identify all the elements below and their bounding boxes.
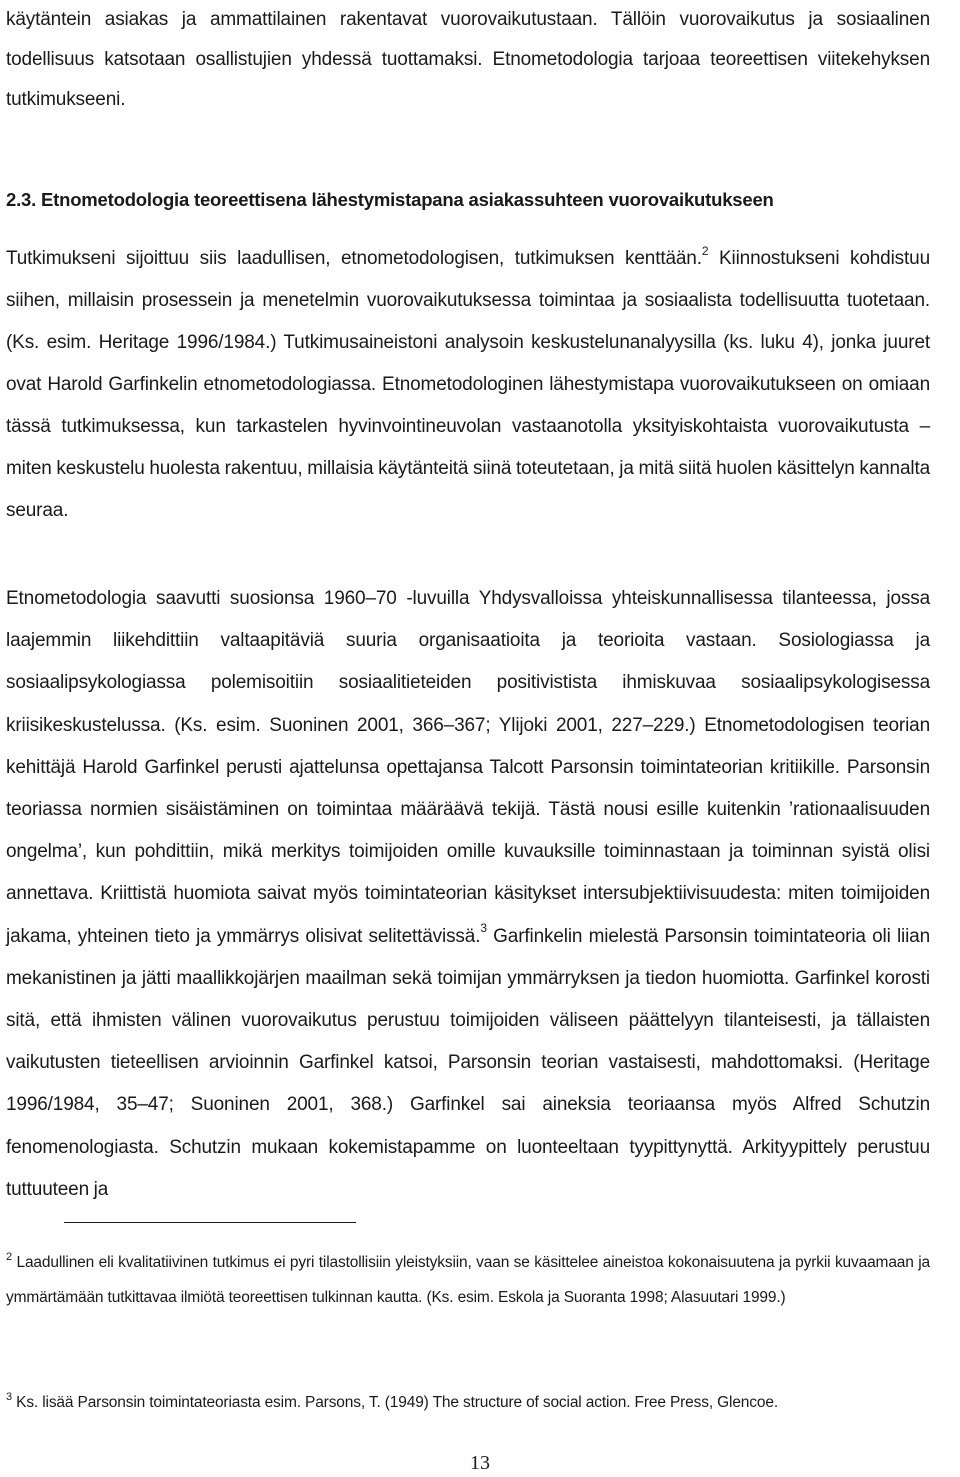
footnote-reference[interactable]: 2 (701, 243, 709, 258)
section-heading: 2.3. Etnometodologia teoreettisena lähestymistapana asiakassuhteen vuorovaikutukseen (6, 189, 774, 210)
body-paragraph-1 (6, 238, 930, 532)
footnote-number: 3 (6, 1390, 12, 1403)
paragraph-text: Garfinkelin mielestä Parsonsin toimintateoria oli liian mekanistinen ja jätti maallikkojärjen maailman sekä toimijan ymmärryksen ja tiedon huomiotta. Garfinkel korosti sitä, että ihmisten välinen vuorovaikutus perustuu toimijoiden väliseen päättelyyn tilanteisesti, ja tällaisten vaikutusten tieteellisen arvioinnin Garfinkel katsoi, Parsonsin teorian vastaisesti, mahdottomaksi. (Heritage 1996/1984, 35–47; Suoninen 2001, 368.) Garfinkel sai aineksia teoriaansa myös Alfred Schutzin fenomenologiasta. Schutzin mukaan kokemistapamme on luonteeltaan tyypittynyttä. Arkityypittely perustuu tuttuuteen ja (6, 925, 930, 1200)
paragraph-text: Tutkimukseni sijoittuu siis laadullisen, etnometodologisen, tutkimuksen kenttään. (6, 248, 702, 269)
footnote-reference[interactable]: 3 (480, 921, 487, 936)
footnote-separator (64, 1222, 356, 1223)
footnote-text: Ks. lisää Parsonsin toimintateoriasta esim. Parsons, T. (1949) The structure of social action. Free Press, Glencoe. (16, 1394, 778, 1411)
footnote-number: 2 (6, 1250, 12, 1263)
footnote-text: Laadullinen eli kvalitatiivinen tutkimus ei pyri tilastollisiin yleistyksiin, vaan se käsittelee aineistoa kokonaisuutena ja pyrkii kuvaamaan ja ymmärtämään tutkittavaa ilmiötä teoreettisen tulkinnan kautta. (Ks. esim. Eskola ja Suoranta 1998; Alasuutari 1999.) (6, 1254, 930, 1306)
intro-paragraph: käytäntein asiakas ja ammattilainen rakentavat vuorovaikutustaan. Tällöin vuorovaikutus ja sosiaalinen todellisuus katsotaan osallistujien yhdessä tuottamaksi. Etnometodologia tarjoaa teoreettisen viitekehyksen tutkimukseeni. (6, 9, 930, 110)
paragraph-text: Etnometodologia saavutti suosionsa 1960–70 -luvuilla Yhdysvalloissa yhteiskunnallisessa tilanteessa, jossa laajemmin liikehdittiin valtaapitäviä suuria organisaatioita ja teorioita vastaan. Sosiologiassa ja sosiaalipsykologiassa polemisoitiin sosiaalitieteiden positivistista ihmiskuvaa sosiaalipsykologisessa kriisikeskustelussa. (Ks. esim. Suoninen 2001, 366–367; Ylijoki 2001, 227–229.) Etnometodologisen teorian kehittäjä Harold Garfinkel perusti ajattelunsa opettajansa Talcott Parsonsin toimintateorian kritiikille. Parsonsin teoriassa normien sisäistäminen on toimintaa määräävä tekijä. Tästä nousi esille kuitenkin ’rationaalisuuden ongelma’, kun pohdittiin, mikä merkitys toimijoiden omille kuvauksille toiminnastaan ja toiminnan syistä olisi annettava. Kriittistä huomiota saivat myös toimintateorian käsitykset intersubjektiivisuudesta: miten toimijoiden jakama, yhteinen tieto ja ymmärrys olisivat selitettävissä. (6, 588, 930, 947)
page-number: 13 (470, 1452, 490, 1474)
paragraph-text: Kiinnostukseni kohdistuu siihen, millaisin prosessein ja menetelmin vuorovaikutuksessa toimintaa ja sosiaalista todellisuutta tuotetaan. (Ks. esim. Heritage 1996/1984.) Tutkimusaineistoni analysoin keskustelunanalyysilla (ks. luku 4), jonka juuret ovat Harold Garfinkelin etnometodologiassa. Etnometodologinen lähestymistapa vuorovaikutukseen on omiaan tässä tutkimuksessa, kun tarkastelen hyvinvointineuvolan vastaanotolla yksityiskohtaista vuorovaikutusta – miten keskustelu huolesta rakentuu, millaisia käytänteitä siinä toteutetaan, ja mitä siitä huolen käsittelyn kannalta seuraa. (6, 248, 930, 521)
body-paragraph-2 (6, 578, 930, 1211)
footnote (6, 1385, 930, 1420)
footnote (6, 1245, 930, 1315)
